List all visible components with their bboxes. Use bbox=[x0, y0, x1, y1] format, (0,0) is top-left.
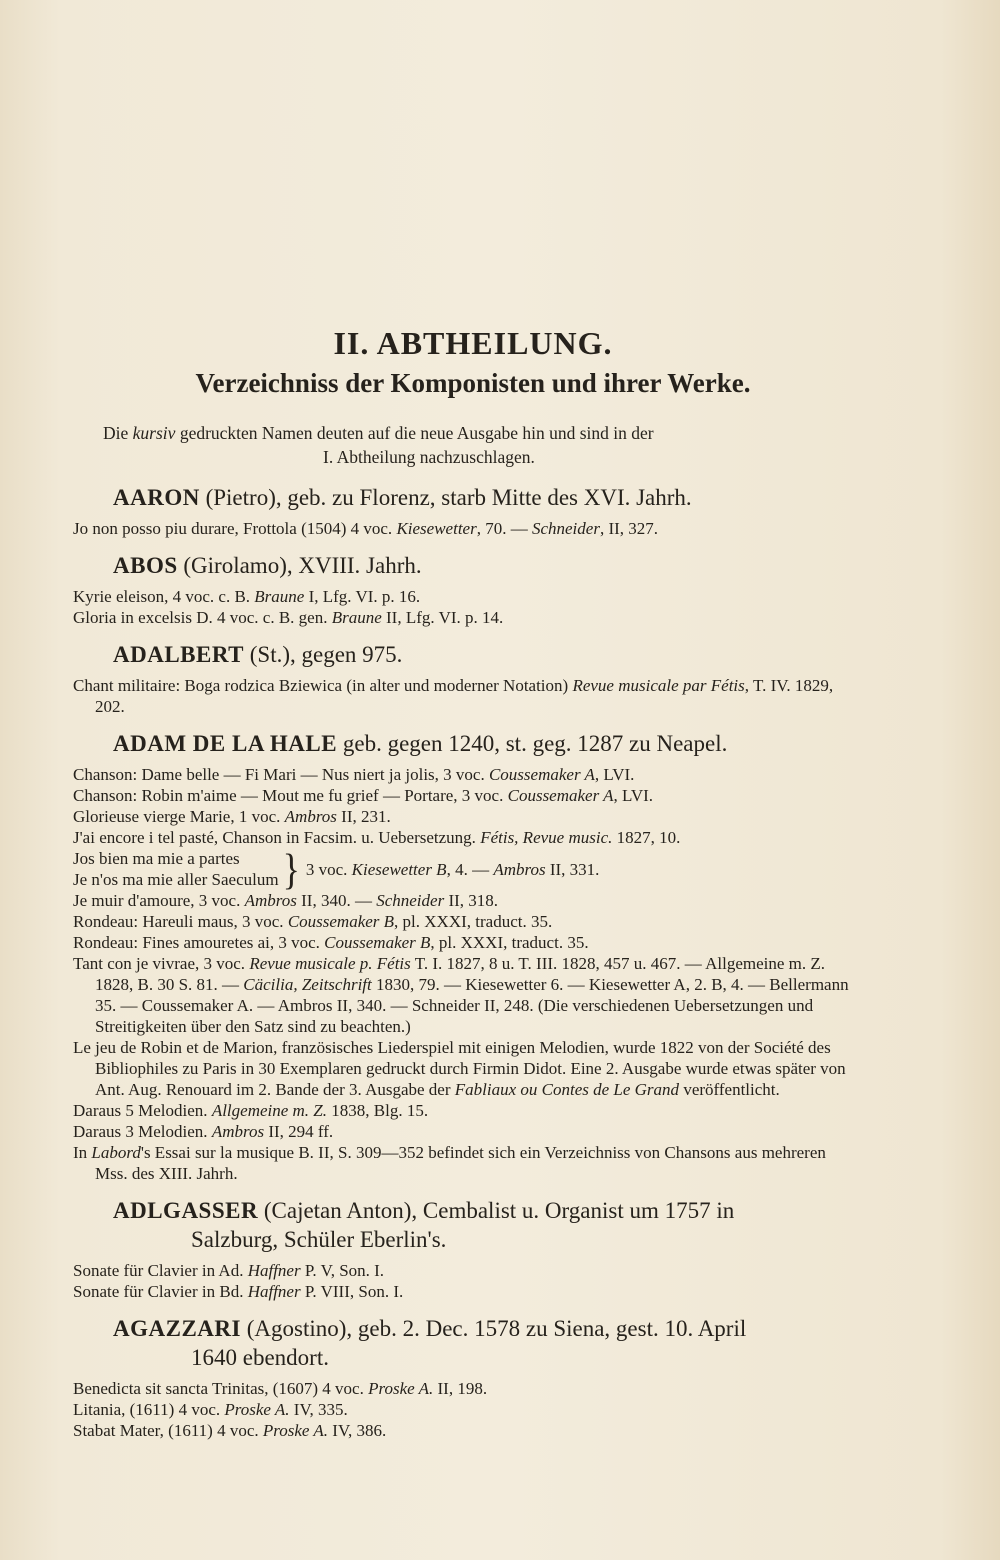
work-title: Sonate für Clavier in Ad. bbox=[73, 1261, 248, 1280]
work-title: In bbox=[73, 1143, 92, 1162]
work-source: Proske A. bbox=[262, 1421, 329, 1440]
intro-italic-word: kursiv bbox=[132, 423, 176, 443]
work-source: Kiesewetter bbox=[396, 519, 477, 538]
work-title: Chant militaire: Boga rodzica Bziewica (in alter und moderner Notation) bbox=[73, 676, 573, 695]
composer-name: ADLGASSER bbox=[113, 1198, 259, 1223]
work-entry bbox=[73, 1420, 853, 1441]
work-source: Cäcilia, Zeitschrift bbox=[243, 975, 372, 994]
bleed-through-text bbox=[40, 60, 940, 320]
work-title: Glorieuse vierge Marie, 1 voc. bbox=[73, 807, 285, 826]
work-reference: I, Lfg. VI. p. 16. bbox=[304, 587, 421, 606]
work-entry bbox=[73, 827, 853, 848]
work-reference: , pl. XXXI, traduct. 35. bbox=[394, 912, 553, 931]
intro-text-pre: Die bbox=[103, 423, 133, 443]
work-title: Rondeau: Hareuli maus, 3 voc. bbox=[73, 912, 288, 931]
work-source: Schneider bbox=[531, 519, 600, 538]
composer-heading bbox=[73, 729, 853, 758]
work-source: Schneider bbox=[376, 891, 445, 910]
work-source: Ambros bbox=[493, 859, 546, 879]
work-title: Jos bien ma mie a partes bbox=[73, 849, 240, 868]
work-title: Chanson: Dame belle — Fi Mari — Nus niert ja jolis, 3 voc. bbox=[73, 765, 489, 784]
work-source: Fabliaux ou Contes de Le Grand bbox=[454, 1080, 680, 1099]
work-entry bbox=[73, 806, 853, 827]
composer-info-continued: 1640 ebendort. bbox=[191, 1345, 329, 1370]
composer-name: ABOS bbox=[113, 553, 178, 578]
work-entry bbox=[73, 607, 853, 628]
work-title: Kyrie eleison, 4 voc. c. B. bbox=[73, 587, 255, 606]
work-source: Ambros bbox=[284, 807, 337, 826]
work-source: Coussemaker A bbox=[488, 765, 595, 784]
work-entry bbox=[73, 1121, 853, 1142]
work-reference: P. VIII, Son. I. bbox=[300, 1282, 404, 1301]
work-title: Le jeu de Robin et de Marion, französisches Liederspiel mit einigen Melodien, wurde 1822 von der Société des Bibliophiles zu Paris in 30 Exemplaren gedruckt durch Firmin Didot. Eine 2. Ausgabe wurde etwas später von Ant. Aug. Renouard im 2. Bande der 3. Ausgabe der bbox=[73, 1038, 846, 1099]
composer-info-continued: Salzburg, Schüler Eberlin's. bbox=[191, 1227, 447, 1252]
work-entry bbox=[73, 1260, 853, 1281]
composer-name: AARON bbox=[113, 485, 200, 510]
work-reference: , LVI. bbox=[613, 786, 654, 805]
work-source: Revue musicale p. Fétis bbox=[249, 954, 411, 973]
work-reference: 3 voc. bbox=[305, 859, 352, 879]
composer-info: (Cajetan Anton), Cembalist u. Organist um 1757 in bbox=[258, 1198, 735, 1223]
work-entry bbox=[73, 1378, 853, 1399]
composer-info: (Girolamo), XVIII. Jahrh. bbox=[177, 553, 422, 578]
page-content bbox=[73, 325, 853, 1441]
work-reference: , T. IV. 1829, 202. bbox=[95, 676, 834, 716]
work-title: Je n'os ma mie aller Saeculum bbox=[73, 870, 279, 889]
work-reference: , II, 327. bbox=[599, 519, 659, 538]
work-entry bbox=[73, 1037, 853, 1100]
work-title: Sonate für Clavier in Bd. bbox=[73, 1282, 248, 1301]
work-entry bbox=[73, 1142, 853, 1184]
works-list bbox=[73, 675, 853, 717]
work-reference: 's Essai sur la musique B. II, S. 309—352 befindet sich ein Verzeichniss von Chansons aus mehreren Mss. des XIII. Jahrh. bbox=[95, 1143, 826, 1183]
work-reference: IV, 335. bbox=[289, 1400, 348, 1419]
bracket-reference bbox=[306, 859, 600, 880]
work-source: Haffner bbox=[247, 1261, 301, 1280]
work-title: Je muir d'amoure, 3 voc. bbox=[73, 891, 245, 910]
composer-heading bbox=[73, 1196, 853, 1254]
work-reference: 1838, Blg. 15. bbox=[327, 1101, 429, 1120]
work-source: Coussemaker B bbox=[287, 912, 395, 931]
work-reference: II, 340. — bbox=[296, 891, 377, 910]
work-entry bbox=[73, 1399, 853, 1420]
works-list bbox=[73, 1260, 853, 1302]
work-title: Tant con je vivrae, 3 voc. bbox=[73, 954, 250, 973]
work-source: Ambros bbox=[244, 891, 297, 910]
intro-line-2: I. Abtheilung nachzuschlagen. bbox=[323, 447, 535, 467]
work-title: Daraus 5 Melodien. bbox=[73, 1101, 212, 1120]
work-source: Coussemaker B bbox=[324, 933, 431, 952]
work-source: Allgemeine m. Z. bbox=[211, 1101, 328, 1120]
work-entry bbox=[73, 518, 853, 539]
composer-info: geb. gegen 1240, st. geg. 1287 zu Neapel. bbox=[337, 731, 728, 756]
work-entry bbox=[73, 785, 853, 806]
work-source: Braune bbox=[254, 587, 305, 606]
work-title: Rondeau: Fines amouretes ai, 3 voc. bbox=[73, 933, 325, 952]
works-list bbox=[73, 764, 853, 1184]
composer-name: AGAZZARI bbox=[113, 1316, 241, 1341]
composer-info: (Agostino), geb. 2. Dec. 1578 zu Siena, gest. 10. April bbox=[240, 1316, 747, 1341]
composer-info: (St.), gegen 975. bbox=[244, 642, 403, 667]
intro-text-post: gedruckten Namen deuten auf die neue Ausgabe hin und sind in der bbox=[175, 423, 654, 443]
composer-name: ADAM DE LA HALE bbox=[113, 731, 338, 756]
composer-heading bbox=[73, 1314, 853, 1372]
work-title: Stabat Mater, (1611) 4 voc. bbox=[73, 1421, 263, 1440]
works-list bbox=[73, 1378, 853, 1441]
work-reference: veröffentlicht. bbox=[679, 1080, 780, 1099]
work-entry bbox=[73, 890, 853, 911]
work-source: Proske A. bbox=[224, 1400, 290, 1419]
work-source: Revue musicale par Fétis bbox=[572, 676, 745, 695]
work-title: Chanson: Robin m'aime — Mout me fu grief — Portare, 3 voc. bbox=[73, 786, 508, 805]
composer-heading bbox=[73, 640, 853, 669]
work-reference: II, 294 ff. bbox=[264, 1122, 334, 1141]
work-reference: II, 198. bbox=[433, 1379, 488, 1398]
work-source: Proske A. bbox=[368, 1379, 434, 1398]
work-reference: , 70. — bbox=[476, 519, 532, 538]
work-entry bbox=[73, 675, 853, 717]
work-reference: II, Lfg. VI. p. 14. bbox=[381, 608, 504, 627]
work-source: Labord bbox=[91, 1143, 141, 1162]
work-entry bbox=[73, 953, 853, 1037]
work-entry bbox=[73, 764, 853, 785]
work-entry bbox=[73, 1281, 853, 1302]
bracketed-works bbox=[73, 845, 853, 893]
work-reference: P. V, Son. I. bbox=[300, 1261, 385, 1280]
brace-symbol: } bbox=[282, 845, 300, 893]
work-entry bbox=[73, 911, 853, 932]
bracket-lines bbox=[73, 848, 279, 890]
work-reference: II, 318. bbox=[444, 891, 499, 910]
work-reference: , LVI. bbox=[594, 765, 635, 784]
work-title: J'ai encore i tel pasté, Chanson in Facsim. u. Uebersetzung. bbox=[73, 828, 481, 847]
work-entry bbox=[73, 1100, 853, 1121]
composer-list bbox=[73, 483, 853, 1441]
works-list bbox=[73, 518, 853, 539]
work-source: Braune bbox=[331, 608, 382, 627]
work-reference: , pl. XXXI, traduct. 35. bbox=[430, 933, 589, 952]
work-source: Coussemaker A bbox=[507, 786, 614, 805]
work-reference: II, 231. bbox=[336, 807, 391, 826]
composer-info: (Pietro), geb. zu Florenz, starb Mitte des XVI. Jahrh. bbox=[199, 485, 692, 510]
work-reference: T. I. 1827, 8 u. T. III. 1828, 457 u. 467. — Allgemeine m. Z. 1828, B. 30 S. 81. — bbox=[95, 954, 826, 994]
section-subtitle: Verzeichniss der Komponisten und ihrer Werke. bbox=[195, 368, 751, 398]
work-title: Gloria in excelsis D. 4 voc. c. B. gen. bbox=[73, 608, 332, 627]
composer-heading bbox=[73, 551, 853, 580]
work-entry bbox=[73, 932, 853, 953]
work-source: Fétis, Revue music. bbox=[480, 828, 613, 847]
work-reference: 1830, 79. — Kiesewetter 6. — Kiesewetter A, 2. B, 4. — Bellermann 35. — Coussemaker A. — Ambros II, 340. — Schneider II, 248. (Die verschiedenen Uebersetzungen und Streitigkeiten über den Satz sind zu beachten.) bbox=[95, 975, 849, 1036]
intro-note bbox=[103, 421, 853, 469]
work-reference: IV, 386. bbox=[328, 1421, 387, 1440]
work-title: Jo non posso piu durare, Frottola (1504) 4 voc. bbox=[73, 519, 397, 538]
work-title: Benedicta sit sancta Trinitas, (1607) 4 voc. bbox=[73, 1379, 369, 1398]
work-source: Ambros bbox=[211, 1122, 265, 1141]
composer-heading bbox=[73, 483, 853, 512]
work-reference: , 4. — bbox=[446, 859, 494, 879]
work-entry bbox=[73, 586, 853, 607]
part-title: II. ABTHEILUNG. bbox=[333, 325, 613, 361]
work-source: Kiesewetter B bbox=[351, 859, 447, 879]
work-title: Daraus 3 Melodien. bbox=[73, 1122, 212, 1141]
work-reference: 1827, 10. bbox=[612, 828, 681, 847]
work-reference: II, 331. bbox=[545, 859, 600, 879]
works-list bbox=[73, 586, 853, 628]
work-title: Litania, (1611) 4 voc. bbox=[73, 1400, 225, 1419]
composer-name: ADALBERT bbox=[113, 642, 244, 667]
work-source: Haffner bbox=[247, 1282, 301, 1301]
